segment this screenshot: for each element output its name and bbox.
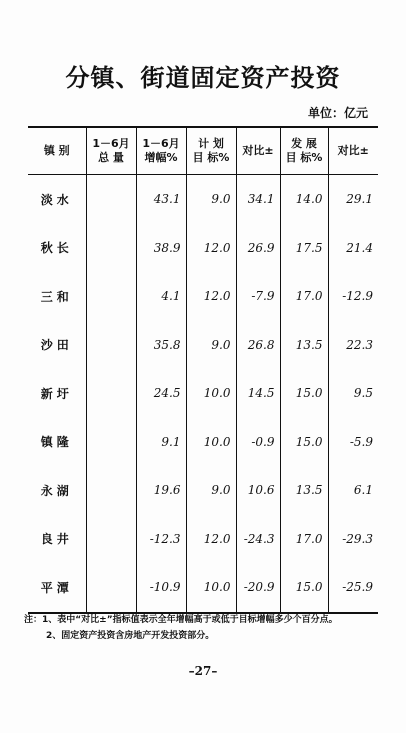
plan-target-cell: 10.0	[186, 563, 236, 613]
compare-dev-cell: -29.3	[328, 515, 378, 564]
dev-target-cell: 17.0	[280, 272, 328, 321]
total-cell	[86, 466, 136, 515]
header-compare-dev: 对比±	[328, 127, 378, 175]
growth-cell: 35.8	[136, 321, 186, 370]
footnote-1: 注：1、表中“对比±”指标值表示全年增幅高于或低于目标增幅多少个百分点。	[24, 615, 338, 625]
plan-target-cell: 12.0	[186, 224, 236, 273]
total-cell	[86, 563, 136, 613]
compare-dev-cell: 6.1	[328, 466, 378, 515]
dev-target-cell: 15.0	[280, 418, 328, 467]
table-row	[28, 224, 378, 273]
table-row	[28, 515, 378, 564]
town-cell: 良井	[40, 532, 73, 547]
total-cell	[86, 515, 136, 564]
growth-cell: 19.6	[136, 466, 186, 515]
plan-target-cell: 12.0	[186, 272, 236, 321]
dev-target-cell: 17.5	[280, 224, 328, 273]
total-cell	[86, 175, 136, 224]
plan-target-cell: 9.0	[186, 466, 236, 515]
town-cell: 镇隆	[40, 435, 73, 450]
town-cell: 永湖	[40, 483, 73, 498]
table-row	[28, 418, 378, 467]
table-row	[28, 272, 378, 321]
compare-dev-cell: 29.1	[328, 175, 378, 224]
total-cell	[86, 272, 136, 321]
dev-target-cell: 14.0	[280, 175, 328, 224]
header-total: 1－6月 总 量	[86, 127, 136, 175]
compare-plan-cell: -7.9	[236, 272, 280, 321]
town-cell: 三和	[40, 289, 73, 304]
plan-target-cell: 9.0	[186, 175, 236, 224]
compare-plan-cell: 10.6	[236, 466, 280, 515]
town-cell: 淡水	[40, 192, 73, 207]
page-title: 分镇、街道固定资产投资	[65, 64, 341, 92]
town-cell: 秋长	[40, 241, 73, 256]
table-row	[28, 321, 378, 370]
header-town: 镇 别	[28, 127, 86, 175]
unit-label: 单位：亿元	[307, 106, 368, 120]
footnotes	[24, 612, 394, 644]
plan-target-cell: 10.0	[186, 369, 236, 418]
compare-dev-cell: 9.5	[328, 369, 378, 418]
growth-cell: 43.1	[136, 175, 186, 224]
compare-plan-cell: -24.3	[236, 515, 280, 564]
investment-table	[28, 126, 378, 614]
table-row	[28, 369, 378, 418]
total-cell	[86, 321, 136, 370]
compare-dev-cell: -12.9	[328, 272, 378, 321]
dev-target-cell: 13.5	[280, 466, 328, 515]
growth-cell: 4.1	[136, 272, 186, 321]
table-row	[28, 563, 378, 613]
plan-target-cell: 12.0	[186, 515, 236, 564]
compare-plan-cell: 26.8	[236, 321, 280, 370]
total-cell	[86, 224, 136, 273]
footnote-2: 2、固定资产投资含房地产开发投资部分。	[46, 631, 215, 641]
dev-target-cell: 15.0	[280, 563, 328, 613]
header-compare-plan: 对比±	[236, 127, 280, 175]
plan-target-cell: 9.0	[186, 321, 236, 370]
compare-plan-cell: -0.9	[236, 418, 280, 467]
dev-target-cell: 17.0	[280, 515, 328, 564]
header-growth: 1－6月 增幅%	[136, 127, 186, 175]
compare-plan-cell: 26.9	[236, 224, 280, 273]
table-row	[28, 175, 378, 224]
dev-target-cell: 13.5	[280, 321, 328, 370]
total-cell	[86, 369, 136, 418]
town-cell: 平潭	[40, 580, 73, 595]
growth-cell: -12.3	[136, 515, 186, 564]
compare-plan-cell: 34.1	[236, 175, 280, 224]
growth-cell: 38.9	[136, 224, 186, 273]
growth-cell: 24.5	[136, 369, 186, 418]
compare-dev-cell: -25.9	[328, 563, 378, 613]
plan-target-cell: 10.0	[186, 418, 236, 467]
town-cell: 沙田	[40, 338, 73, 353]
compare-dev-cell: 21.4	[328, 224, 378, 273]
table-header-row	[28, 127, 378, 175]
compare-dev-cell: -5.9	[328, 418, 378, 467]
compare-plan-cell: 14.5	[236, 369, 280, 418]
total-cell	[86, 418, 136, 467]
compare-plan-cell: -20.9	[236, 563, 280, 613]
growth-cell: 9.1	[136, 418, 186, 467]
compare-dev-cell: 22.3	[328, 321, 378, 370]
town-cell: 新圩	[40, 386, 73, 401]
dev-target-cell: 15.0	[280, 369, 328, 418]
header-dev-target: 发 展 目 标%	[280, 127, 328, 175]
growth-cell: -10.9	[136, 563, 186, 613]
page-number: –27–	[188, 664, 218, 678]
table-row	[28, 466, 378, 515]
header-plan-target: 计 划 目 标%	[186, 127, 236, 175]
